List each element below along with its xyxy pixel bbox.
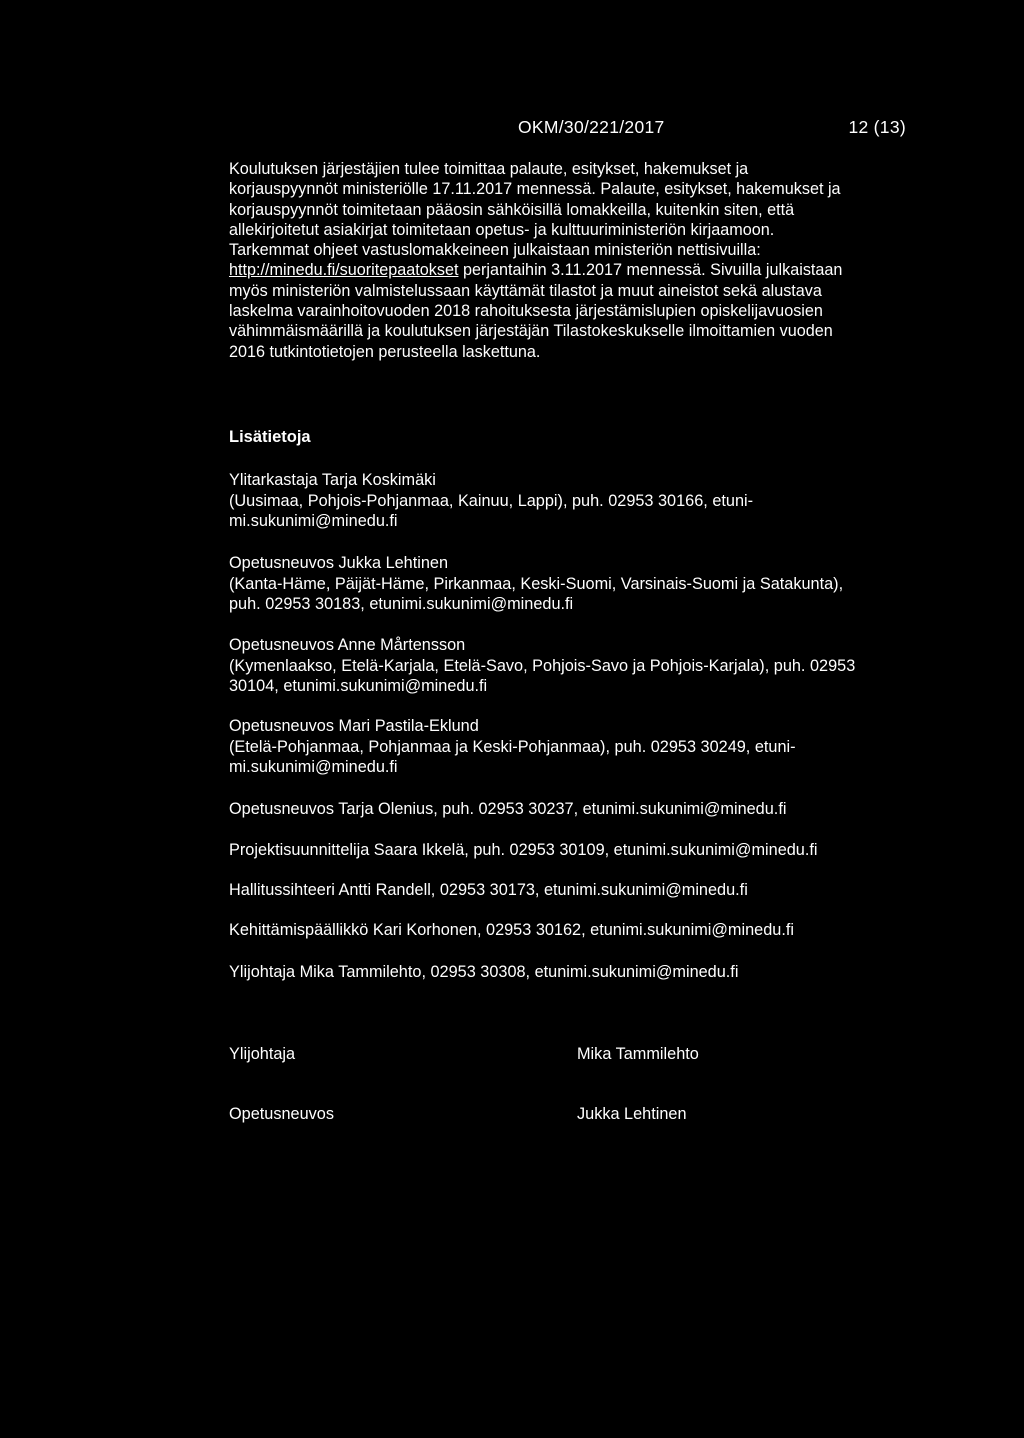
section-title-lisatietoja: Lisätietoja	[229, 428, 311, 446]
body-line: 2016 tutkintotietojen perusteella laskettuna.	[229, 342, 541, 361]
contact-line: Ylitarkastaja Tarja Koskimäki	[229, 471, 436, 489]
body-line: Tarkemmat ohjeet vastuslomakkeineen julkaistaan ministeriön nettisivuilla:	[229, 241, 761, 260]
body-line-with-link	[229, 260, 909, 280]
contact-line: Opetusneuvos Mari Pastila-Eklund	[229, 717, 479, 735]
contact-line: (Etelä-Pohjanmaa, Pohjanmaa ja Keski-Pohjanmaa), puh. 02953 30249, etuni-	[229, 737, 796, 756]
contact-line: puh. 02953 30183, etunimi.sukunimi@minedu.fi	[229, 595, 574, 613]
contact-line: Ylijohtaja Mika Tammilehto, 02953 30308, etunimi.sukunimi@minedu.fi	[229, 963, 739, 981]
contact-line: (Uusimaa, Pohjois-Pohjanmaa, Kainuu, Lappi), puh. 02953 30166, etuni-	[229, 491, 754, 510]
contact-line: (Kymenlaakso, Etelä-Karjala, Etelä-Savo, Pohjois-Savo ja Pohjois-Karjala), puh. 02953	[229, 656, 856, 675]
signature-title: Opetusneuvos	[229, 1105, 334, 1123]
contact-olenius	[229, 799, 909, 820]
body-line: Koulutuksen järjestäjien tulee toimittaa palaute, esitykset, hakemukset ja	[229, 160, 749, 178]
body-line: allekirjoitetut asiakirjat toimitetaan opetus- ja kulttuuriministeriön kirjaamoon.	[229, 220, 775, 239]
contact-line: (Kanta-Häme, Päijät-Häme, Pirkanmaa, Keski-Suomi, Varsinais-Suomi ja Satakunta),	[229, 574, 844, 593]
body-line-link-after: perjantaihin 3.11.2017 mennessä. Sivuilla julkaistaan	[458, 261, 843, 280]
contact-line: Projektisuunnittelija Saara Ikkelä, puh. 02953 30109, etunimi.sukunimi@minedu.fi	[229, 841, 818, 859]
contact-lehtinen	[229, 553, 909, 615]
contact-line: Opetusneuvos Tarja Olenius, puh. 02953 30237, etunimi.sukunimi@minedu.fi	[229, 800, 787, 818]
contact-pastila-eklund	[229, 716, 909, 778]
signature-title: Ylijohtaja	[229, 1045, 296, 1063]
contact-line: Opetusneuvos Anne Mårtensson	[229, 636, 466, 654]
signature-name: Jukka Lehtinen	[577, 1105, 687, 1123]
page-number: 12 (13)	[848, 117, 906, 137]
contact-line: Hallitussihteeri Antti Randell, 02953 30173, etunimi.sukunimi@minedu.fi	[229, 881, 748, 899]
page-header	[518, 117, 906, 141]
contact-tammilehto	[229, 962, 909, 983]
contact-koskimaki	[229, 470, 909, 532]
document-reference: OKM/30/221/2017	[518, 117, 665, 137]
contact-line: mi.sukunimi@minedu.fi	[229, 758, 398, 776]
suoritepaatokset-link[interactable]: http://minedu.fi/suoritepaatokset	[229, 261, 459, 280]
body-line: laskelma varainhoitovuoden 2018 rahoituksesta järjestämislupien opiskelijavuosien	[229, 302, 823, 321]
contact-line: 30104, etunimi.sukunimi@minedu.fi	[229, 677, 488, 695]
body-line: korjauspyynnöt ministeriölle 17.11.2017 mennessä. Palaute, esitykset, hakemukset ja	[229, 180, 841, 199]
body-line: vähimmäismäärillä ja koulutuksen järjestäjän Tilastokeskukselle ilmoittamien vuoden	[229, 322, 833, 341]
body-paragraph	[229, 159, 909, 362]
body-line: myös ministeriön valmistelussaan käyttämät tilastot ja muut aineistot sekä alustava	[229, 281, 822, 300]
body-line: korjauspyynnöt toimitetaan pääosin sähköisillä lomakkeilla, kuitenkin siten, että	[229, 200, 795, 219]
contact-line: mi.sukunimi@minedu.fi	[229, 512, 398, 530]
contact-randell	[229, 880, 909, 901]
contact-martensson	[229, 635, 909, 697]
contact-ikkela	[229, 840, 909, 861]
contact-line: Kehittämispäällikkö Kari Korhonen, 02953 30162, etunimi.sukunimi@minedu.fi	[229, 921, 794, 939]
contact-korhonen	[229, 920, 909, 941]
signature-name: Mika Tammilehto	[577, 1045, 699, 1063]
contact-line: Opetusneuvos Jukka Lehtinen	[229, 554, 449, 572]
